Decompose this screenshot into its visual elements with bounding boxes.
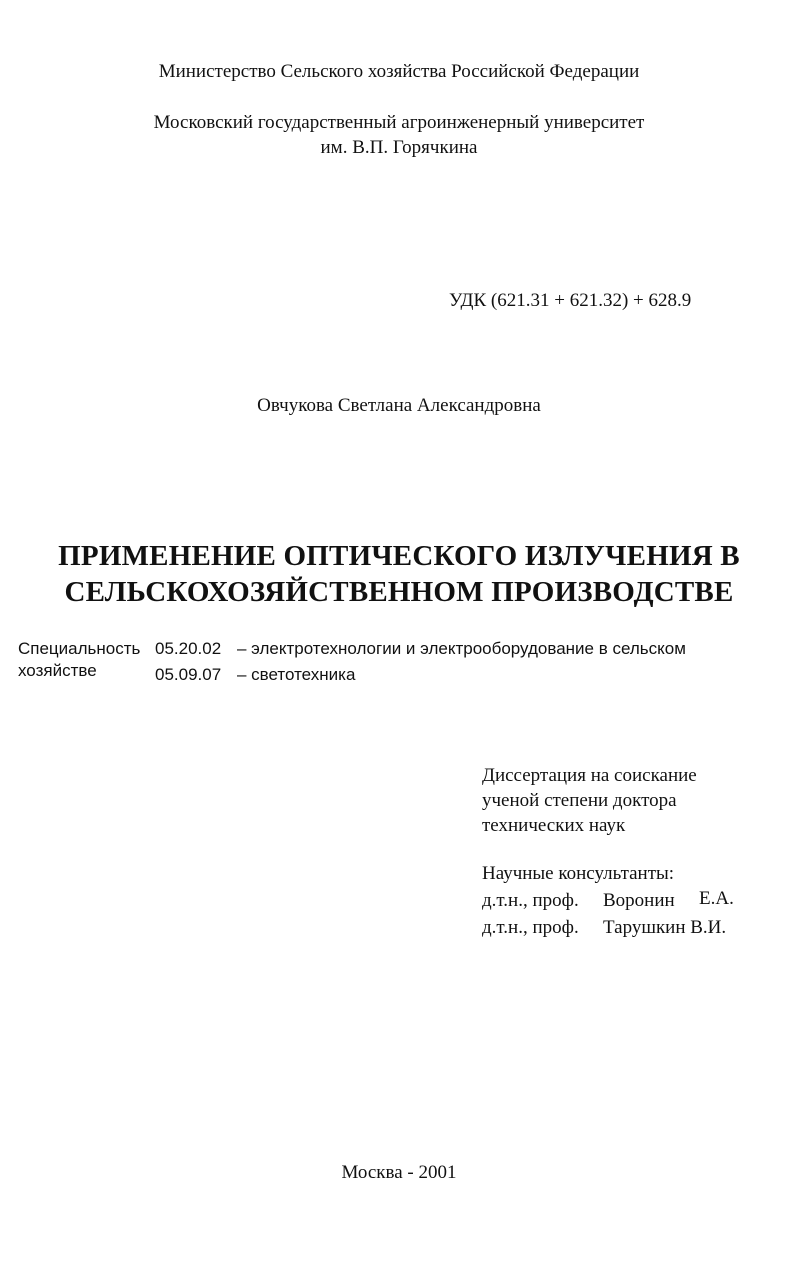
degree-line-2: ученой степени доктора [482,790,677,811]
author-name: Овчукова Светлана Александровна [257,395,541,416]
specialty-description-1: – электротехнологии и электрооборудование в сельском [237,639,686,658]
degree-line-3: технических наук [482,815,626,836]
specialty-code-1: 05.20.02 [155,639,222,658]
udk-code: УДК (621.31 + 621.32) + 628.9 [449,290,692,311]
university-name: Московский государственный агроинженерный университет [153,112,645,133]
specialty-code-2: 05.09.07 [155,665,222,684]
place-and-year: Москва - 2001 [341,1162,457,1183]
specialty-description-2: – светотехника [237,665,356,684]
advisor-1-name: Воронин [603,890,675,911]
advisor-2-title: д.т.н., проф. [482,917,579,938]
ministry-name: Министерство Сельского хозяйства Российской Федерации [158,61,640,82]
advisor-1-initials: Е.А. [699,888,734,909]
specialty-label: Специальность [18,639,141,658]
dissertation-title-line-2: СЕЛЬСКОХОЗЯЙСТВЕННОМ ПРОИЗВОДСТВЕ [64,576,734,608]
advisors-heading: Научные консультанты: [482,863,675,884]
dissertation-title-line-1: ПРИМЕНЕНИЕ ОПТИЧЕСКОГО ИЗЛУЧЕНИЯ В [58,540,740,572]
specialty-continuation: хозяйстве [18,661,97,680]
advisor-1-title: д.т.н., проф. [482,890,579,911]
advisor-2-name: Тарушкин В.И. [603,917,727,938]
degree-line-1: Диссертация на соискание [482,765,697,786]
university-name-honorific: им. В.П. Горячкина [320,137,478,158]
